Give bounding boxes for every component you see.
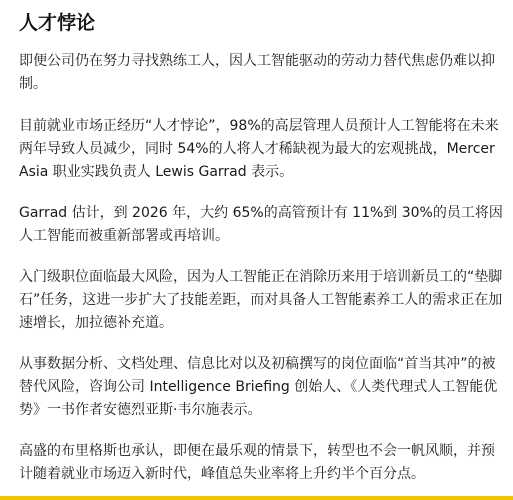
paragraph-5: 从事数据分析、文档处理、信息比对以及初稿撰写的岗位面临“首当其冲”的被替代风险，咨询公司 Intelligence Briefing 创始人、《人类代理式人工智能优势》一书作者安德烈亚斯·韦尔施表示。	[19, 356, 498, 418]
paragraph-3: Garrad 估计，到 2026 年，大约 65%的高管预计有 11%到 30%的员工将因人工智能而被重新部署或再培训。	[19, 205, 503, 244]
paragraph-1: 即便公司仍在努力寻找熟练工人，因人工智能驱动的劳动力替代焦虑仍难以抑制。	[19, 53, 495, 92]
article-title: 人才悖论	[19, 12, 96, 34]
paragraph-4: 入门级职位面临最大风险，因为人工智能正在消除历来用于培训新员工的“垫脚石”任务，这进一步扩大了技能差距，而对具备人工智能素养工人的需求正在加速增长，加拉德补充道。	[19, 269, 503, 331]
paragraph-6: 高盛的布里格斯也承认，即便在最乐观的情景下，转型也不会一帆风顺，并预计随着就业市场迈入新时代，峰值总失业率将上升约半个百分点。	[19, 443, 495, 482]
paragraph-2: 目前就业市场正经历“人才悖论”，98%的高层管理人员预计人工智能将在未来两年导致人员减少，同时 54%的人将人才稀缺视为最大的宏观挑战，Mercer Asia 职业实践负责人 Lewis Garrad 表示。	[19, 118, 499, 180]
accent-bar	[0, 496, 513, 500]
article-body	[19, 0, 503, 486]
